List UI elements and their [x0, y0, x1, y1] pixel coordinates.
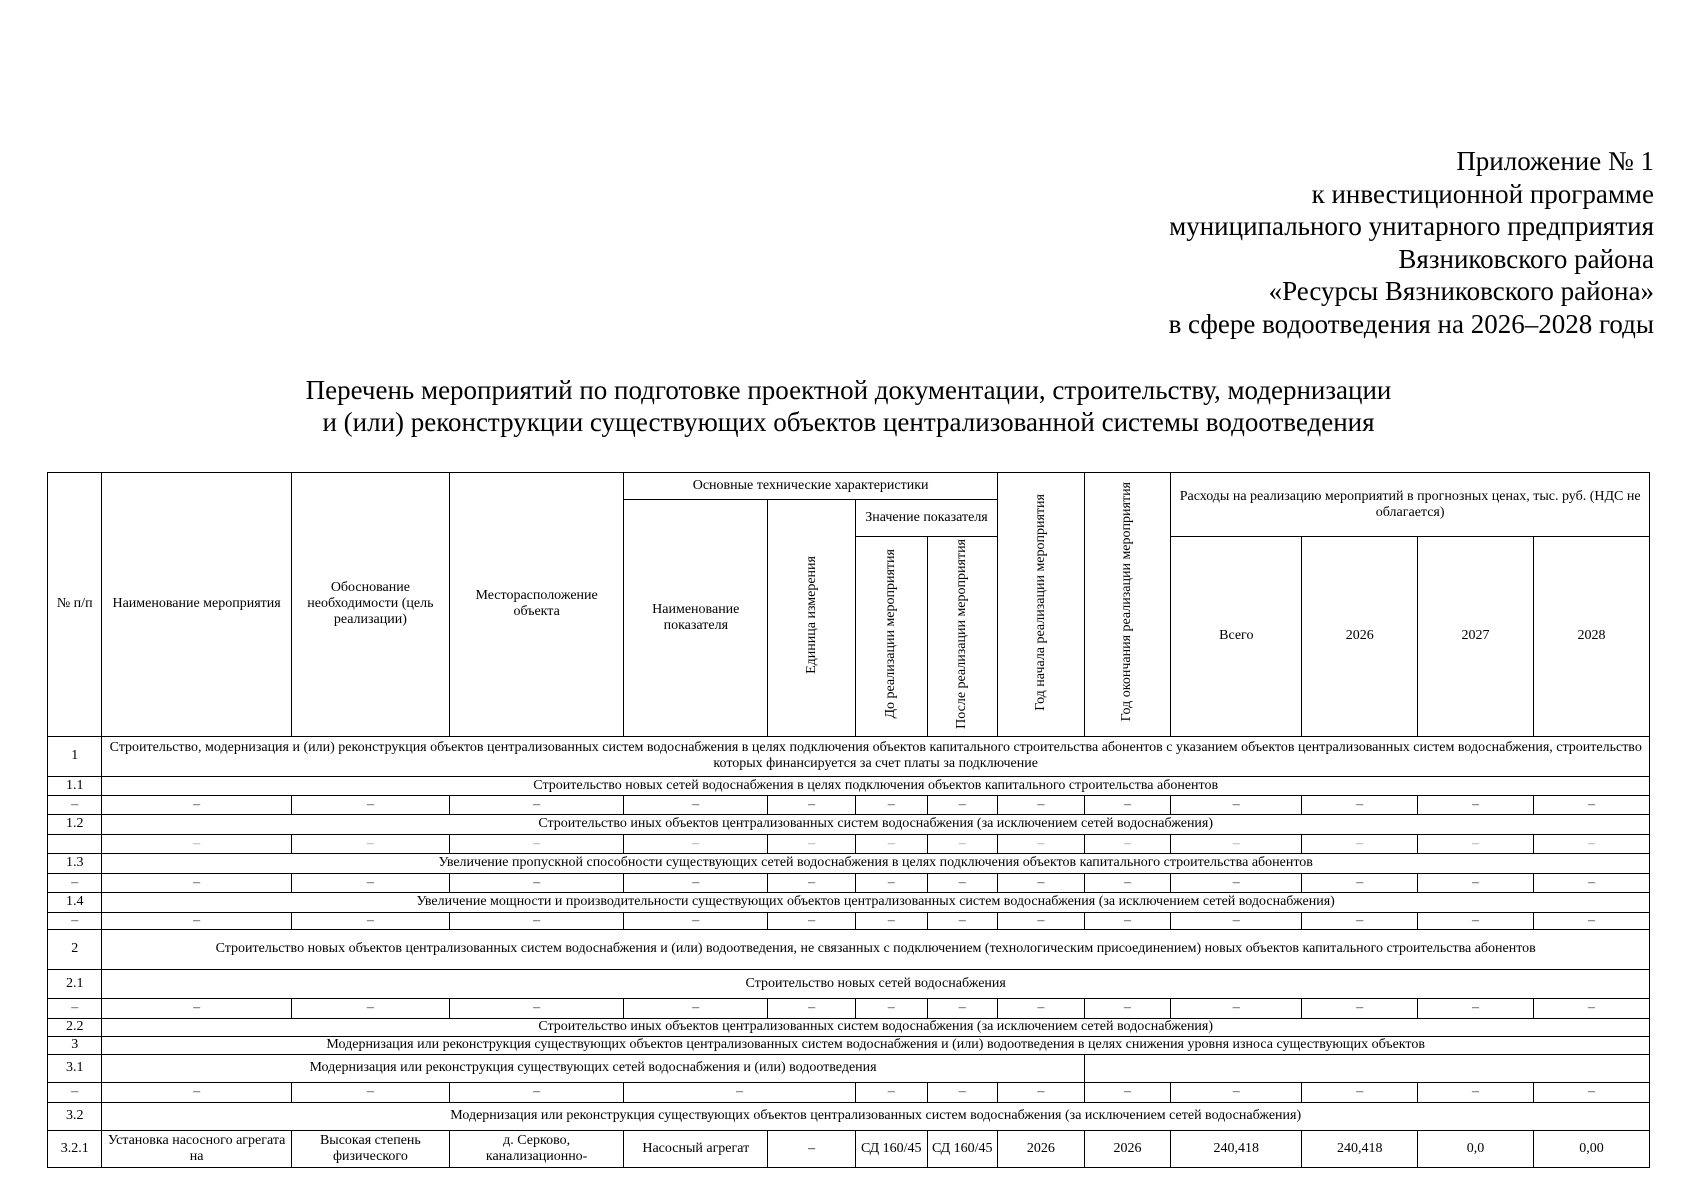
dash-cell: –: [1533, 998, 1649, 1018]
dash-cell: –: [624, 998, 768, 1018]
header-total: Всего: [1171, 537, 1302, 737]
cost-2026: 240,418: [1302, 1130, 1418, 1167]
dash-cell: –: [855, 834, 927, 853]
section-row: [48, 814, 1650, 834]
dash-cell: –: [998, 873, 1085, 892]
section-number: 1.2: [48, 814, 102, 834]
appendix-line: муниципального унитарного предприятия: [1169, 211, 1654, 241]
dash-cell: –: [624, 1082, 856, 1102]
dash-cell: –: [768, 834, 856, 853]
dash-cell: –: [1171, 795, 1302, 814]
dash-cell: –: [998, 1082, 1085, 1102]
table-row: [48, 1130, 1650, 1167]
appendix-line: в сфере водоотведения на 2026–2028 годы: [1168, 308, 1654, 339]
dash-cell: –: [768, 998, 856, 1018]
dash-cell: –: [1533, 795, 1649, 814]
section-title: Строительство новых сетей водоснабжения: [102, 969, 1650, 998]
dash-cell: –: [102, 873, 291, 892]
section-title: Строительство иных объектов централизованных систем водоснабжения (за исключением сетей водоснабжения): [102, 814, 1650, 834]
section-number: 2: [48, 929, 102, 969]
section-number: 3.2: [48, 1102, 102, 1130]
dash-cell: –: [1302, 998, 1418, 1018]
header-2028: 2028: [1533, 537, 1649, 737]
dash-cell: –: [48, 912, 102, 929]
dash-cell: –: [1418, 998, 1534, 1018]
section-title: Строительство иных объектов централизованных систем водоснабжения (за исключением сетей водоснабжения): [102, 1018, 1650, 1036]
section-number: 1.1: [48, 776, 102, 795]
dash-cell: –: [1533, 1082, 1649, 1102]
section-title: Увеличение пропускной способности существующих сетей водоснабжения в целях подключения объектов капитального строительства абонентов: [102, 853, 1650, 873]
dash-cell: –: [1171, 834, 1302, 853]
appendix-line: «Ресурсы Вязниковского района»: [1268, 276, 1654, 306]
empty-cell: [1084, 1054, 1649, 1082]
dash-cell: –: [1533, 834, 1649, 853]
document-title: [0, 374, 1697, 438]
section-row: [48, 776, 1650, 795]
dash-cell: –: [624, 795, 768, 814]
section-row: [48, 1036, 1650, 1054]
dash-cell: –: [1171, 912, 1302, 929]
section-row: [48, 929, 1650, 969]
section-title: Модернизация или реконструкция существующих сетей водоснабжения и (или) водоотведения: [102, 1054, 1084, 1082]
dash-cell: –: [449, 834, 623, 853]
empty-row: [48, 1082, 1650, 1102]
header-year-start: Год начала реализации мероприятия: [998, 473, 1085, 737]
header-tech-group: Основные технические характеристики: [624, 473, 998, 500]
section-number: 1: [48, 736, 102, 776]
dash-cell: –: [927, 998, 998, 1018]
dash-cell: –: [449, 912, 623, 929]
dash-cell: –: [855, 873, 927, 892]
dash-cell: –: [927, 795, 998, 814]
header-value-group: Значение показателя: [855, 500, 997, 537]
section-row: [48, 736, 1650, 776]
section-title: Строительство новых сетей водоснабжения в целях подключения объектов капитального строительства абонентов: [102, 776, 1650, 795]
dash-cell: –: [624, 834, 768, 853]
dash-cell: –: [998, 834, 1085, 853]
value-before: СД 160/45: [855, 1130, 927, 1167]
cost-2027: 0,0: [1418, 1130, 1534, 1167]
header-unit: Единица измерения: [768, 500, 856, 737]
section-number: 2.2: [48, 1018, 102, 1036]
unit: –: [768, 1130, 856, 1167]
dash-cell: –: [998, 912, 1085, 929]
dash-cell: –: [927, 834, 998, 853]
dash-cell: –: [855, 998, 927, 1018]
dash-cell: –: [1533, 873, 1649, 892]
dash-cell: –: [48, 873, 102, 892]
dash-cell: –: [1084, 873, 1171, 892]
header-costs-group: Расходы на реализацию мероприятий в прогнозных ценах, тыс. руб. (НДС не облагается): [1171, 473, 1650, 537]
section-row: [48, 892, 1650, 912]
dash-cell: –: [102, 912, 291, 929]
header-location: Месторасположение объекта: [449, 473, 623, 737]
dash-cell: –: [1418, 795, 1534, 814]
appendix-line: Приложение № 1: [1456, 146, 1654, 176]
dash-cell: –: [768, 795, 856, 814]
dash-cell: –: [998, 998, 1085, 1018]
dash-cell: –: [1171, 873, 1302, 892]
section-row: [48, 1102, 1650, 1130]
empty-row: [48, 912, 1650, 929]
dash-cell: –: [291, 1082, 449, 1102]
empty-row: [48, 998, 1650, 1018]
section-number: 2.1: [48, 969, 102, 998]
location: д. Серково, канализационно-: [449, 1130, 623, 1167]
section-row: [48, 853, 1650, 873]
cost-2028: 0,00: [1533, 1130, 1649, 1167]
empty-row: [48, 795, 1650, 814]
dash-cell: –: [1533, 912, 1649, 929]
dash-cell: [48, 834, 102, 853]
year-end: 2026: [1084, 1130, 1171, 1167]
dash-cell: –: [102, 795, 291, 814]
section-title: Модернизация или реконструкция существующих объектов централизованных систем водоснабжения (за исключением сетей водоснабжения): [102, 1102, 1650, 1130]
year-start: 2026: [998, 1130, 1085, 1167]
dash-cell: –: [624, 873, 768, 892]
dash-cell: –: [48, 998, 102, 1018]
dash-cell: –: [1302, 912, 1418, 929]
section-title: Модернизация или реконструкция существующих объектов централизованных систем водоснабжения и (или) водоотведения в целях снижения уровня износа существующих объектов: [102, 1036, 1650, 1054]
dash-cell: –: [855, 912, 927, 929]
dash-cell: –: [855, 1082, 927, 1102]
indicator-name: Насосный агрегат: [624, 1130, 768, 1167]
dash-cell: –: [291, 873, 449, 892]
dash-cell: –: [855, 795, 927, 814]
section-number: 3: [48, 1036, 102, 1054]
dash-cell: –: [1418, 873, 1534, 892]
dash-cell: –: [449, 795, 623, 814]
value-after: СД 160/45: [927, 1130, 998, 1167]
empty-row: [48, 873, 1650, 892]
section-number: 1.3: [48, 853, 102, 873]
section-row: [48, 969, 1650, 998]
dash-cell: –: [624, 912, 768, 929]
header-name: Наименование мероприятия: [102, 473, 291, 737]
header-2026: 2026: [1302, 537, 1418, 737]
justification: Высокая степень физического: [291, 1130, 449, 1167]
dash-cell: –: [1418, 834, 1534, 853]
dash-cell: –: [1302, 834, 1418, 853]
cost-total: 240,418: [1171, 1130, 1302, 1167]
title-line-1: Перечень мероприятий по подготовке проектной документации, строительству, модернизации: [305, 375, 1392, 405]
measure-name: Установка насосного агрегата на: [102, 1130, 291, 1167]
dash-cell: –: [1302, 1082, 1418, 1102]
dash-cell: –: [1084, 795, 1171, 814]
dash-cell: –: [102, 834, 291, 853]
dash-cell: –: [1302, 873, 1418, 892]
section-number: 3.1: [48, 1054, 102, 1082]
dash-cell: –: [291, 834, 449, 853]
dash-cell: –: [1084, 1082, 1171, 1102]
dash-cell: –: [1171, 1082, 1302, 1102]
header-indicator-name: Наименование показателя: [624, 500, 768, 737]
dash-cell: –: [1084, 912, 1171, 929]
dash-cell: –: [48, 1082, 102, 1102]
dash-cell: –: [449, 998, 623, 1018]
dash-cell: –: [927, 1082, 998, 1102]
section-row: [48, 1054, 1650, 1082]
row-number: 3.2.1: [48, 1130, 102, 1167]
dash-cell: –: [102, 998, 291, 1018]
dash-cell: –: [1418, 1082, 1534, 1102]
dash-cell: –: [927, 912, 998, 929]
dash-cell: –: [1084, 998, 1171, 1018]
section-title: Строительство, модернизация и (или) реконструкция объектов централизованных систем водоснабжения в целях подключения объектов капитального строительства абонентов с указанием объектов централизованных систем водоснабжения, строительство которых финансируется за счет платы за подключение: [102, 736, 1650, 776]
appendix-block: [854, 145, 1654, 340]
dash-cell: –: [291, 795, 449, 814]
header-2027: 2027: [1418, 537, 1534, 737]
dash-cell: –: [102, 1082, 291, 1102]
dash-cell: –: [48, 795, 102, 814]
section-number: 1.4: [48, 892, 102, 912]
header-year-end: Год окончания реализации мероприятия: [1084, 473, 1171, 737]
dash-cell: –: [768, 912, 856, 929]
appendix-line: к инвестиционной программе: [1311, 178, 1654, 209]
dash-cell: –: [1418, 912, 1534, 929]
header-num: № п/п: [48, 473, 102, 737]
dash-cell: –: [449, 1082, 623, 1102]
header-before: До реализации мероприятия: [855, 537, 927, 737]
section-title: Увеличение мощности и производительности существующих объектов централизованных систем водоснабжения (за исключением сетей водоснабжения): [102, 892, 1650, 912]
dash-cell: –: [1084, 834, 1171, 853]
header-after: После реализации мероприятия: [927, 537, 998, 737]
dash-cell: –: [291, 912, 449, 929]
measures-table: [47, 472, 1650, 1168]
header-justification: Обоснование необходимости (цель реализации): [291, 473, 449, 737]
dash-cell: –: [1171, 998, 1302, 1018]
section-row: [48, 1018, 1650, 1036]
dash-cell: –: [1302, 795, 1418, 814]
title-line-2: и (или) реконструкции существующих объектов централизованной системы водоотведения: [322, 407, 1375, 437]
dash-cell: –: [449, 873, 623, 892]
dash-cell: –: [768, 873, 856, 892]
dash-cell: –: [998, 795, 1085, 814]
dash-cell: –: [291, 998, 449, 1018]
appendix-line: Вязниковского района: [1398, 243, 1654, 274]
dash-cell: –: [927, 873, 998, 892]
empty-row: [48, 834, 1650, 853]
section-title: Строительство новых объектов централизованных систем водоснабжения и (или) водоотведения, не связанных с подключением (технологическим присоединением) новых объектов капитального строительства абонентов: [102, 929, 1650, 969]
